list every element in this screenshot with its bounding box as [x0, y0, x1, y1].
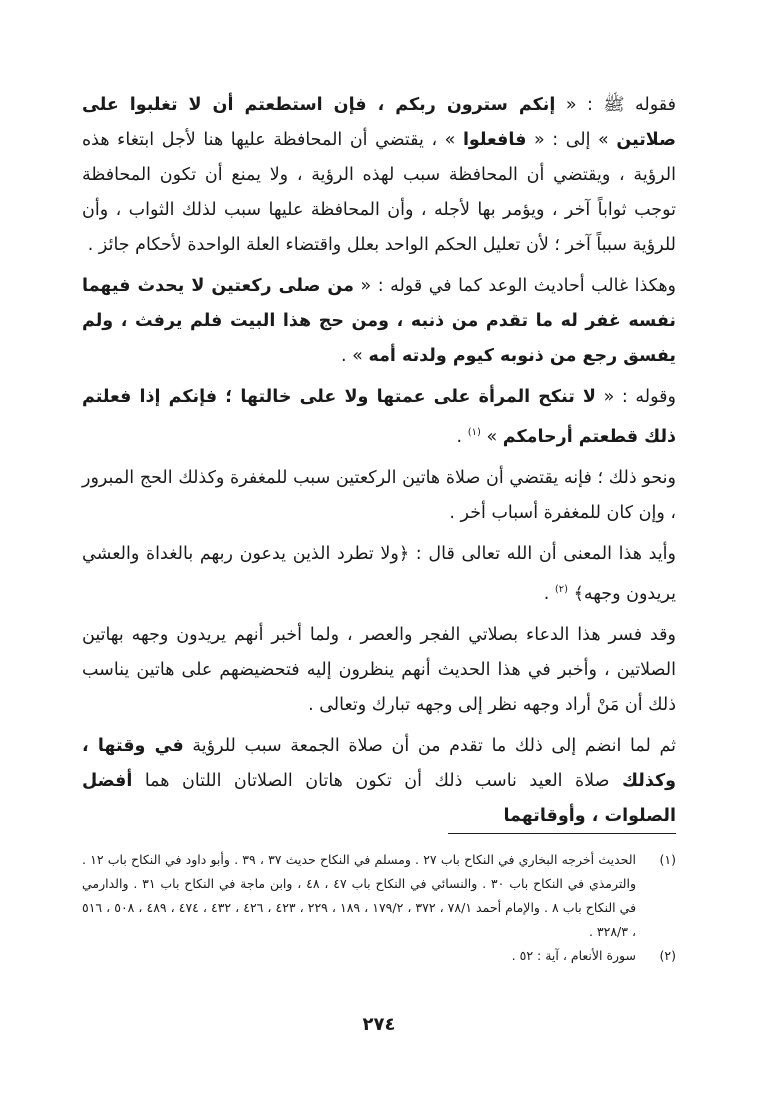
hadith-quote: من صلى ركعتين لا يحدث فيهما نفسه غفر له ما تقدم من ذنبه ، ومن حج هذا البيت فلم يرفث ، ولم يفسق رجع من ذنوبه كيوم ولدته أمه [82, 276, 676, 366]
text-run: » . [341, 346, 369, 366]
hadith-quote: فافعلوا [462, 130, 527, 150]
text-run: » إلى : « [526, 130, 617, 150]
text-run: صلاة العيد ناسب ذلك أن تكون هاتان الصلاتان اللتان هما [132, 770, 622, 791]
hadith-quote: إنكم سترون ربكم ، فإن استطعتم أن لا تغلبوا على صلاتين [82, 95, 677, 150]
paragraph-1 [82, 88, 676, 263]
text-run: وهكذا غالب أحاديث الوعد كما في قوله : « [354, 276, 676, 296]
emphasis: أفضل الصلوات ، وأوقاتهما [82, 770, 676, 826]
footnote-number: (٢) [659, 948, 676, 963]
text-run: وقوله : « [595, 387, 676, 407]
paragraph-5 [82, 537, 676, 612]
text-run: فقوله ﷺ : « [555, 95, 677, 115]
emphasis: في وقتها ، وكذلك [82, 735, 676, 791]
footnote-text: سورة الأنعام ، آية : ٥٢ . [511, 948, 636, 963]
text-run: » [480, 426, 503, 447]
text-run: وقد فسر هذا الدعاء بصلاتي الفجر والعصر ، ولما أخبر أنهم يريدون وجهه بهاتين الصلاتين ، وأخبر في هذا الحديث أنهم ينظرون إليه فتحضيضهم على هاتين يناسب ذلك أن مَنْ أراد وجهه نظر إلى وجهه تبارك وتعالى . [82, 624, 676, 715]
hadith-quote: لا تنكح المرأة على عمتها ولا على خالتها ؛ فإنكم إذا فعلتم ذلك قطعتم أرحامكم [82, 387, 676, 447]
quran-quote: وأيد هذا المعنى أن الله تعالى قال : ﴿ولا تطرد الذين يدعون ربهم بالغداة والعشي يريدون وجهه﴾ [82, 543, 676, 604]
page-number: ٢٧٤ [362, 1014, 396, 1035]
footnote-ref-1[interactable]: (١) [467, 427, 481, 438]
text-run: ثم لما انضم إلى ذلك ما تقدم من أن صلاة الجمعة سبب للرؤية [183, 735, 676, 756]
footnote-2 [82, 944, 676, 968]
paragraph-7 [82, 729, 676, 834]
paragraph-2 [82, 269, 676, 374]
footnotes [82, 848, 676, 968]
paragraph-4 [82, 461, 676, 531]
text-run: . [543, 583, 555, 604]
text-run: . [456, 426, 468, 447]
footnote-separator [448, 833, 676, 834]
footnote-number: (١) [659, 852, 676, 867]
paragraph-3 [82, 380, 676, 455]
footnote-ref-2[interactable]: (٢) [554, 583, 569, 595]
text-run: ونحو ذلك ؛ فإنه يقتضي أن صلاة هاتين الركعتين سبب للمغفرة وكذلك الحج المبرور ، وإن كان للمغفرة أسباب أخر . [82, 467, 676, 523]
text-run: » ، يقتضي أن المحافظة عليها هنا لأجل ابتغاء هذه الرؤية ، ويقتضي أن المحافظة سبب لهذه الرؤية ، ولا يمنع أن تكون المحافظة توجب ثواباً آخر ، ويؤمر بها لأجله ، وأن المحافظة عليها سبب لذلك الثواب ، وأن للرؤية سبباً آخر ؛ لأن تعليل الحكم الواحد بعلل واقتضاء العلة الواحدة لأحكام جائز . [82, 130, 676, 255]
paragraph-6 [82, 618, 676, 723]
footnote-text: الحديث أخرجه البخاري في النكاح باب ٢٧ . ومسلم في النكاح حديث ٣٧ ، ٣٩ . وأبو داود في النكاح باب ١٢ . والترمذي في النكاح باب ٣٠ . والنسائي في النكاح باب ٤٧ ، ٤٨ ، وابن ماجة في النكاح باب ٣١ . والدارمي في النكاح باب ٨ . والإمام أحمد ٧٨/١ ، ٣٧٢ ، ١٧٩/٢ ، ١٨٩ ، ٢٢٩ ، ٤٢٣ ، ٤٢٦ ، ٤٣٢ ، ٤٧٤ ، ٤٨٩ ، ٥٠٨ ، ٥١٦ ، ٣٢٨/٣ . [82, 852, 637, 939]
footnote-1 [82, 848, 676, 944]
